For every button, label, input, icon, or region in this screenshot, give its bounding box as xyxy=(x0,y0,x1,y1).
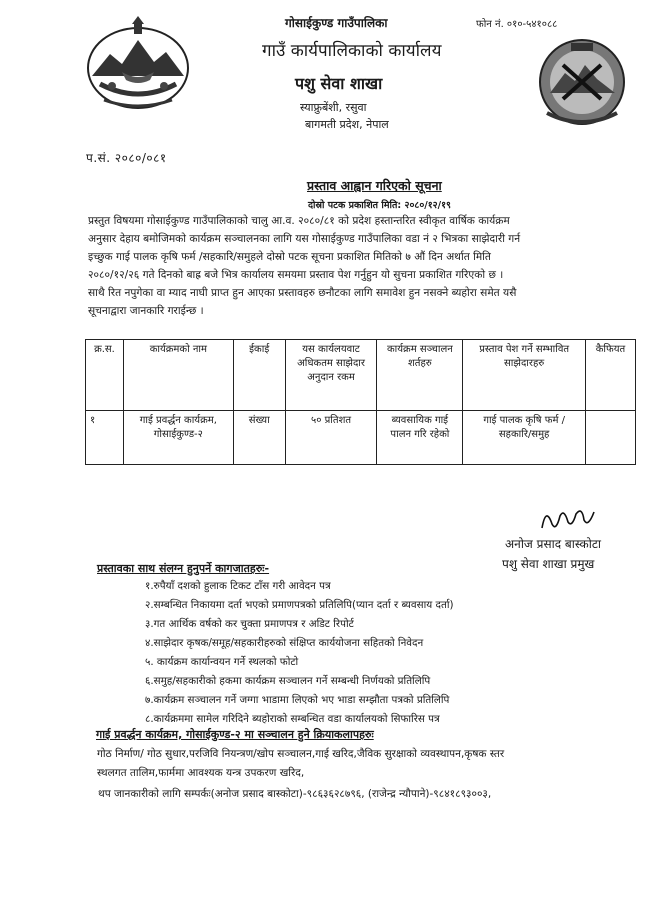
list-item: ५. कार्यक्रम कार्यान्वयन गर्ने स्थलको फोटो xyxy=(145,656,299,668)
documents-list xyxy=(145,577,635,729)
notice-body xyxy=(88,212,648,320)
table-header-cell: ईकाई xyxy=(233,340,285,411)
handwritten-signature xyxy=(538,502,598,534)
municipality-logo xyxy=(535,35,630,133)
table-cell: संख्या xyxy=(233,411,285,465)
activities-heading: गाई प्रवर्द्धन कार्यक्रम, गोसाईकुण्ड-२ मा सञ्चालन हुने क्रियाकलापहरुः xyxy=(96,728,374,741)
table-header-cell: प्रस्ताव पेश गर्ने सम्भावित साझेदारहरु xyxy=(463,340,586,411)
place-address: स्याफ्रुबेंशी, रसुवा xyxy=(300,101,367,114)
list-item: ४.साझेदार कृषक/समूह/सहकारीहरुको संक्षिप्त कार्ययोजना सहितको निवेदन xyxy=(145,637,424,649)
program-table xyxy=(85,339,636,465)
notice-title: प्रस्ताव आह्वान गरिएको सूचना xyxy=(307,178,442,193)
table-cell: गाई प्रवर्द्धन कार्यक्रम, गोसाईकुण्ड-२ xyxy=(123,411,233,465)
notice-line: साथै रित नपुगेका वा म्याद नाघी प्राप्त हुन आएका प्रस्तावहरु छनौटका लागि समावेश हुन नसक्ने ब्यहोरा समेत यसै xyxy=(88,287,517,299)
table-header-cell: यस कार्यलयवाट अधिकतम साझेदार अनुदान रकम xyxy=(285,340,377,411)
table-row xyxy=(86,411,636,465)
municipality-name: गोसाईकुण्ड गाउँपालिका xyxy=(285,16,388,30)
contact-info: थप जानकारीको लागि सम्पर्कः(अनोज प्रसाद बास्कोटा)-९८६३६२८७९६, (राजेन्द्र न्यौपाने)-९८४१८९३००३, xyxy=(98,788,492,800)
table-header-cell: कार्यक्रम सञ्चालन शर्तहरु xyxy=(377,340,463,411)
documents-heading: प्रस्तावका साथ संलग्न हुनुपर्ने कागजातहरुः- xyxy=(97,562,270,575)
table-cell xyxy=(586,411,636,465)
signatory-name: अनोज प्रसाद बास्कोटा xyxy=(505,537,601,551)
table-cell: गाई पालक कृषि फर्म /सहकारि/समुह xyxy=(463,411,586,465)
table-header-cell: कार्यक्रमको नाम xyxy=(123,340,233,411)
reference-number: प.सं. २०८०/०८१ xyxy=(86,151,167,165)
notice-line: सूचनाद्वारा जानकारि गराईन्छ । xyxy=(88,305,204,317)
phone-number: फोन नं. ०१०-५४१०८८ xyxy=(476,19,558,30)
table-header-cell: कैफियत xyxy=(586,340,636,411)
section-name: पशु सेवा शाखा xyxy=(295,74,383,93)
nepal-emblem-logo xyxy=(82,14,194,114)
list-item: ८.कार्यक्रममा सामेल गरिदिने ब्यहोराको सम्बन्धित वडा कार्यालयको सिफारिस पत्र xyxy=(145,713,440,725)
notice-line: अनुसार देहाय बमोजिमको कार्यक्रम सञ्चालनका लागि यस गोसाईकुण्ड गाउँपालिका वडा नं २ भित्रका साझेदारी गर्न xyxy=(88,233,521,245)
table-cell: १ xyxy=(86,411,124,465)
activities-line: गोठ निर्माण/ गोठ सुधार,परजिवि नियन्त्रण/खोप सञ्चालन,गाई खरिद,जैविक सुरक्षाको व्यवस्थापन,कृषक स्तर xyxy=(97,748,505,760)
table-cell: ५० प्रतिशत xyxy=(285,411,377,465)
table-cell: ब्यवसायिक गाई पालन गरि रहेको xyxy=(377,411,463,465)
office-name: गाउँ कार्यपालिकाको कार्यालय xyxy=(262,41,442,61)
activities-line: स्थलगत तालिम,फार्ममा आवश्यक यन्त्र उपकरण खरिद, xyxy=(97,767,305,779)
list-item: १.रुपैयाँ दशको हुलाक टिकट टाँस गरी आवेदन पत्र xyxy=(145,580,331,592)
list-item: ६.समुह/सहकारीको हकमा कार्यक्रम सञ्चालन गर्ने सम्बन्धी निर्णयको प्रतिलिपि xyxy=(145,675,431,687)
list-item: ७.कार्यक्रम सञ्चालन गर्ने जग्गा भाडामा लिएको भए भाडा सम्झौता पत्रको प्रतिलिपि xyxy=(145,694,450,706)
province-address: बागमती प्रदेश, नेपाल xyxy=(305,118,389,131)
list-item: २.सम्बन्धित निकायमा दर्ता भएको प्रमाणपत्रको प्रतिलिपि(प्यान दर्ता र ब्यवसाय दर्ता) xyxy=(145,599,454,611)
table-header-row xyxy=(86,340,636,411)
table-header-cell: क्र.स. xyxy=(86,340,124,411)
activities-body xyxy=(97,745,642,783)
notice-line: २०८०/१२/२६ गते दिनको बाह्र बजे भित्र कार्यालय समयमा प्रस्ताव पेश गर्नुहुन यो सुचना प्रकाशित गरिएको छ । xyxy=(88,269,504,281)
signatory-post: पशु सेवा शाखा प्रमुख xyxy=(502,557,595,571)
notice-line: प्रस्तुत विषयमा गोसाईकुण्ड गाउँपालिकाको चालु आ.व. २०८०/८१ को प्रदेश हस्तान्तरित स्वीकृत वार्षिक कार्यक्रम xyxy=(88,215,510,227)
notice-subtitle: दोस्रो पटक प्रकाशित मिति: २०८०/१२/१९ xyxy=(308,200,451,211)
notice-line: इच्छुक गाई पालक कृषि फर्म /सहकारि/समुहले दोस्रो पटक सूचना प्रकाशित मितिको ७ औं दिन अर्थात मिति xyxy=(88,251,491,263)
list-item: ३.गत आर्थिक वर्षको कर चुक्ता प्रमाणपत्र र अडिट रिपोर्ट xyxy=(145,618,354,630)
